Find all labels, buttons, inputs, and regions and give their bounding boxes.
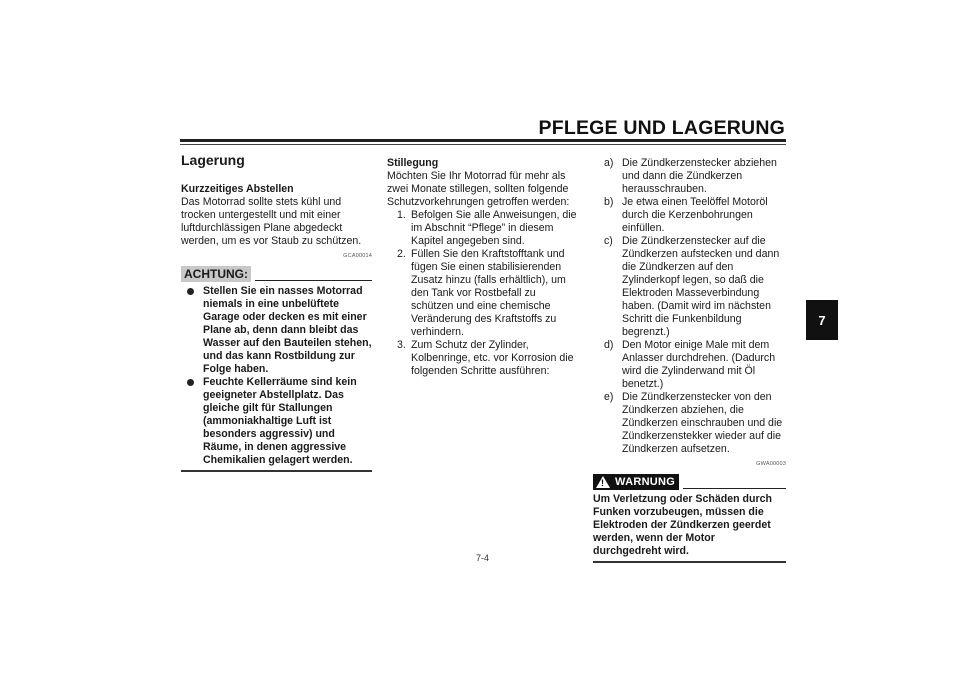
- decommission-intro: Möchten Sie Ihr Motorrad für mehr als zwei Monate stillegen, sollten folgende Schutzvorkehrungen getroffen werden:: [387, 170, 570, 208]
- page-number: 7-4: [476, 553, 490, 563]
- substep-item: e) Die Zündkerzenstecker von den Zündkerzen abziehen, die Zündkerzen einschrauben und die Zündkerzenstekker wieder auf die Zündkerzen aufsetzen.: [604, 391, 783, 455]
- caution-item: Feuchte Kellerräume sind kein geeigneter Abstellplatz. Das gleiche gilt für Stallungen (ammoniakhaltige Luft ist besonders aggressiv) und Räume, in denen aggressive Chemikalien gelagert werden.: [183, 376, 372, 467]
- warning-label: ! WARNUNG: [593, 474, 679, 490]
- substeps-list: [593, 157, 786, 456]
- step-item: 1. Befolgen Sie alle Anweisungen, die im Abschnit “Pflege” in diesem Kapitel angegeben sind.: [397, 209, 577, 247]
- caution-list: [181, 285, 372, 467]
- short-storage-heading: Kurzzeitiges Abstellen: [181, 183, 294, 195]
- step-item: 2. Füllen Sie den Kraftstofftank und fügen Sie einen stabilisierenden Zusatz hinzu (falls erhältlich), um den Tank vor Rostbefall zu schützen und eine chemische Veränderung des Kraftstoffs zu verhindern.: [397, 248, 566, 338]
- header-rule-thick: [180, 139, 786, 142]
- substep-item: b) Je etwa einen Teelöffel Motoröl durch die Kerzenbohrungen einfüllen.: [604, 196, 768, 234]
- right-column: [593, 157, 786, 563]
- caution-label-line: [255, 280, 372, 281]
- middle-column: [387, 157, 580, 378]
- warning-triangle-icon: !: [596, 476, 610, 488]
- short-storage-text: Das Motorrad sollte stets kühl und trocken untergestellt und mit einer luftdurchlässigen Plane abgedeckt werden, um es vor Staub zu schützen.: [181, 196, 362, 247]
- caution-code: GCA00014: [343, 253, 372, 259]
- caution-label: ACHTUNG:: [181, 266, 251, 282]
- section-title: Lagerung: [181, 152, 245, 168]
- warning-label-line: [683, 488, 786, 489]
- substep-item: c) Die Zündkerzenstecker auf die Zündkerzen aufstecken und dann die Zündkerzen auf den Zylinderkopf legen, so daß die Elektroden Masseverbindung haben. (Damit wird im nächsten Schritt die Funkenbildung begrenzt.): [604, 235, 780, 338]
- warning-text: Um Verletzung oder Schäden durch Funken vorzubeugen, müssen die Elektroden der Zündkerzen geerdet werden, wenn der Motor durchgedreht wird.: [593, 493, 772, 557]
- caution-label-row: [181, 266, 372, 282]
- substep-item: a) Die Zündkerzenstecker abziehen und dann die Zündkerzen herausschrauben.: [604, 157, 777, 195]
- bullet-icon: [187, 379, 194, 386]
- warning-label-row: [593, 474, 786, 490]
- substep-item: d) Den Motor einige Male mit dem Anlasser durchdrehen. (Dadurch wird die Zylinderwand mit Öl benetzt.): [604, 339, 776, 390]
- chapter-tab: 7: [806, 300, 838, 340]
- bullet-icon: [187, 288, 194, 295]
- page-title: PFLEGE UND LAGERUNG: [538, 117, 785, 139]
- left-column: [181, 183, 372, 472]
- decommission-heading: Stillegung: [387, 157, 439, 169]
- step-item: 3. Zum Schutz der Zylinder, Kolbenringe, etc. vor Korrosion die folgenden Schritte ausführen:: [397, 339, 574, 377]
- steps-list: [387, 209, 580, 378]
- header-rule-thin: [180, 144, 786, 145]
- caution-end-rule: [181, 470, 372, 472]
- caution-item: Stellen Sie ein nasses Motorrad niemals in eine unbelüftete Garage oder decken es mit einer Plane ab, denn dann bleibt das Wasser auf den Bauteilen stehen, und das kann Rostbildung zur Folge haben.: [183, 285, 372, 376]
- warning-code: GWA00003: [756, 461, 786, 467]
- warning-end-rule: [593, 561, 786, 563]
